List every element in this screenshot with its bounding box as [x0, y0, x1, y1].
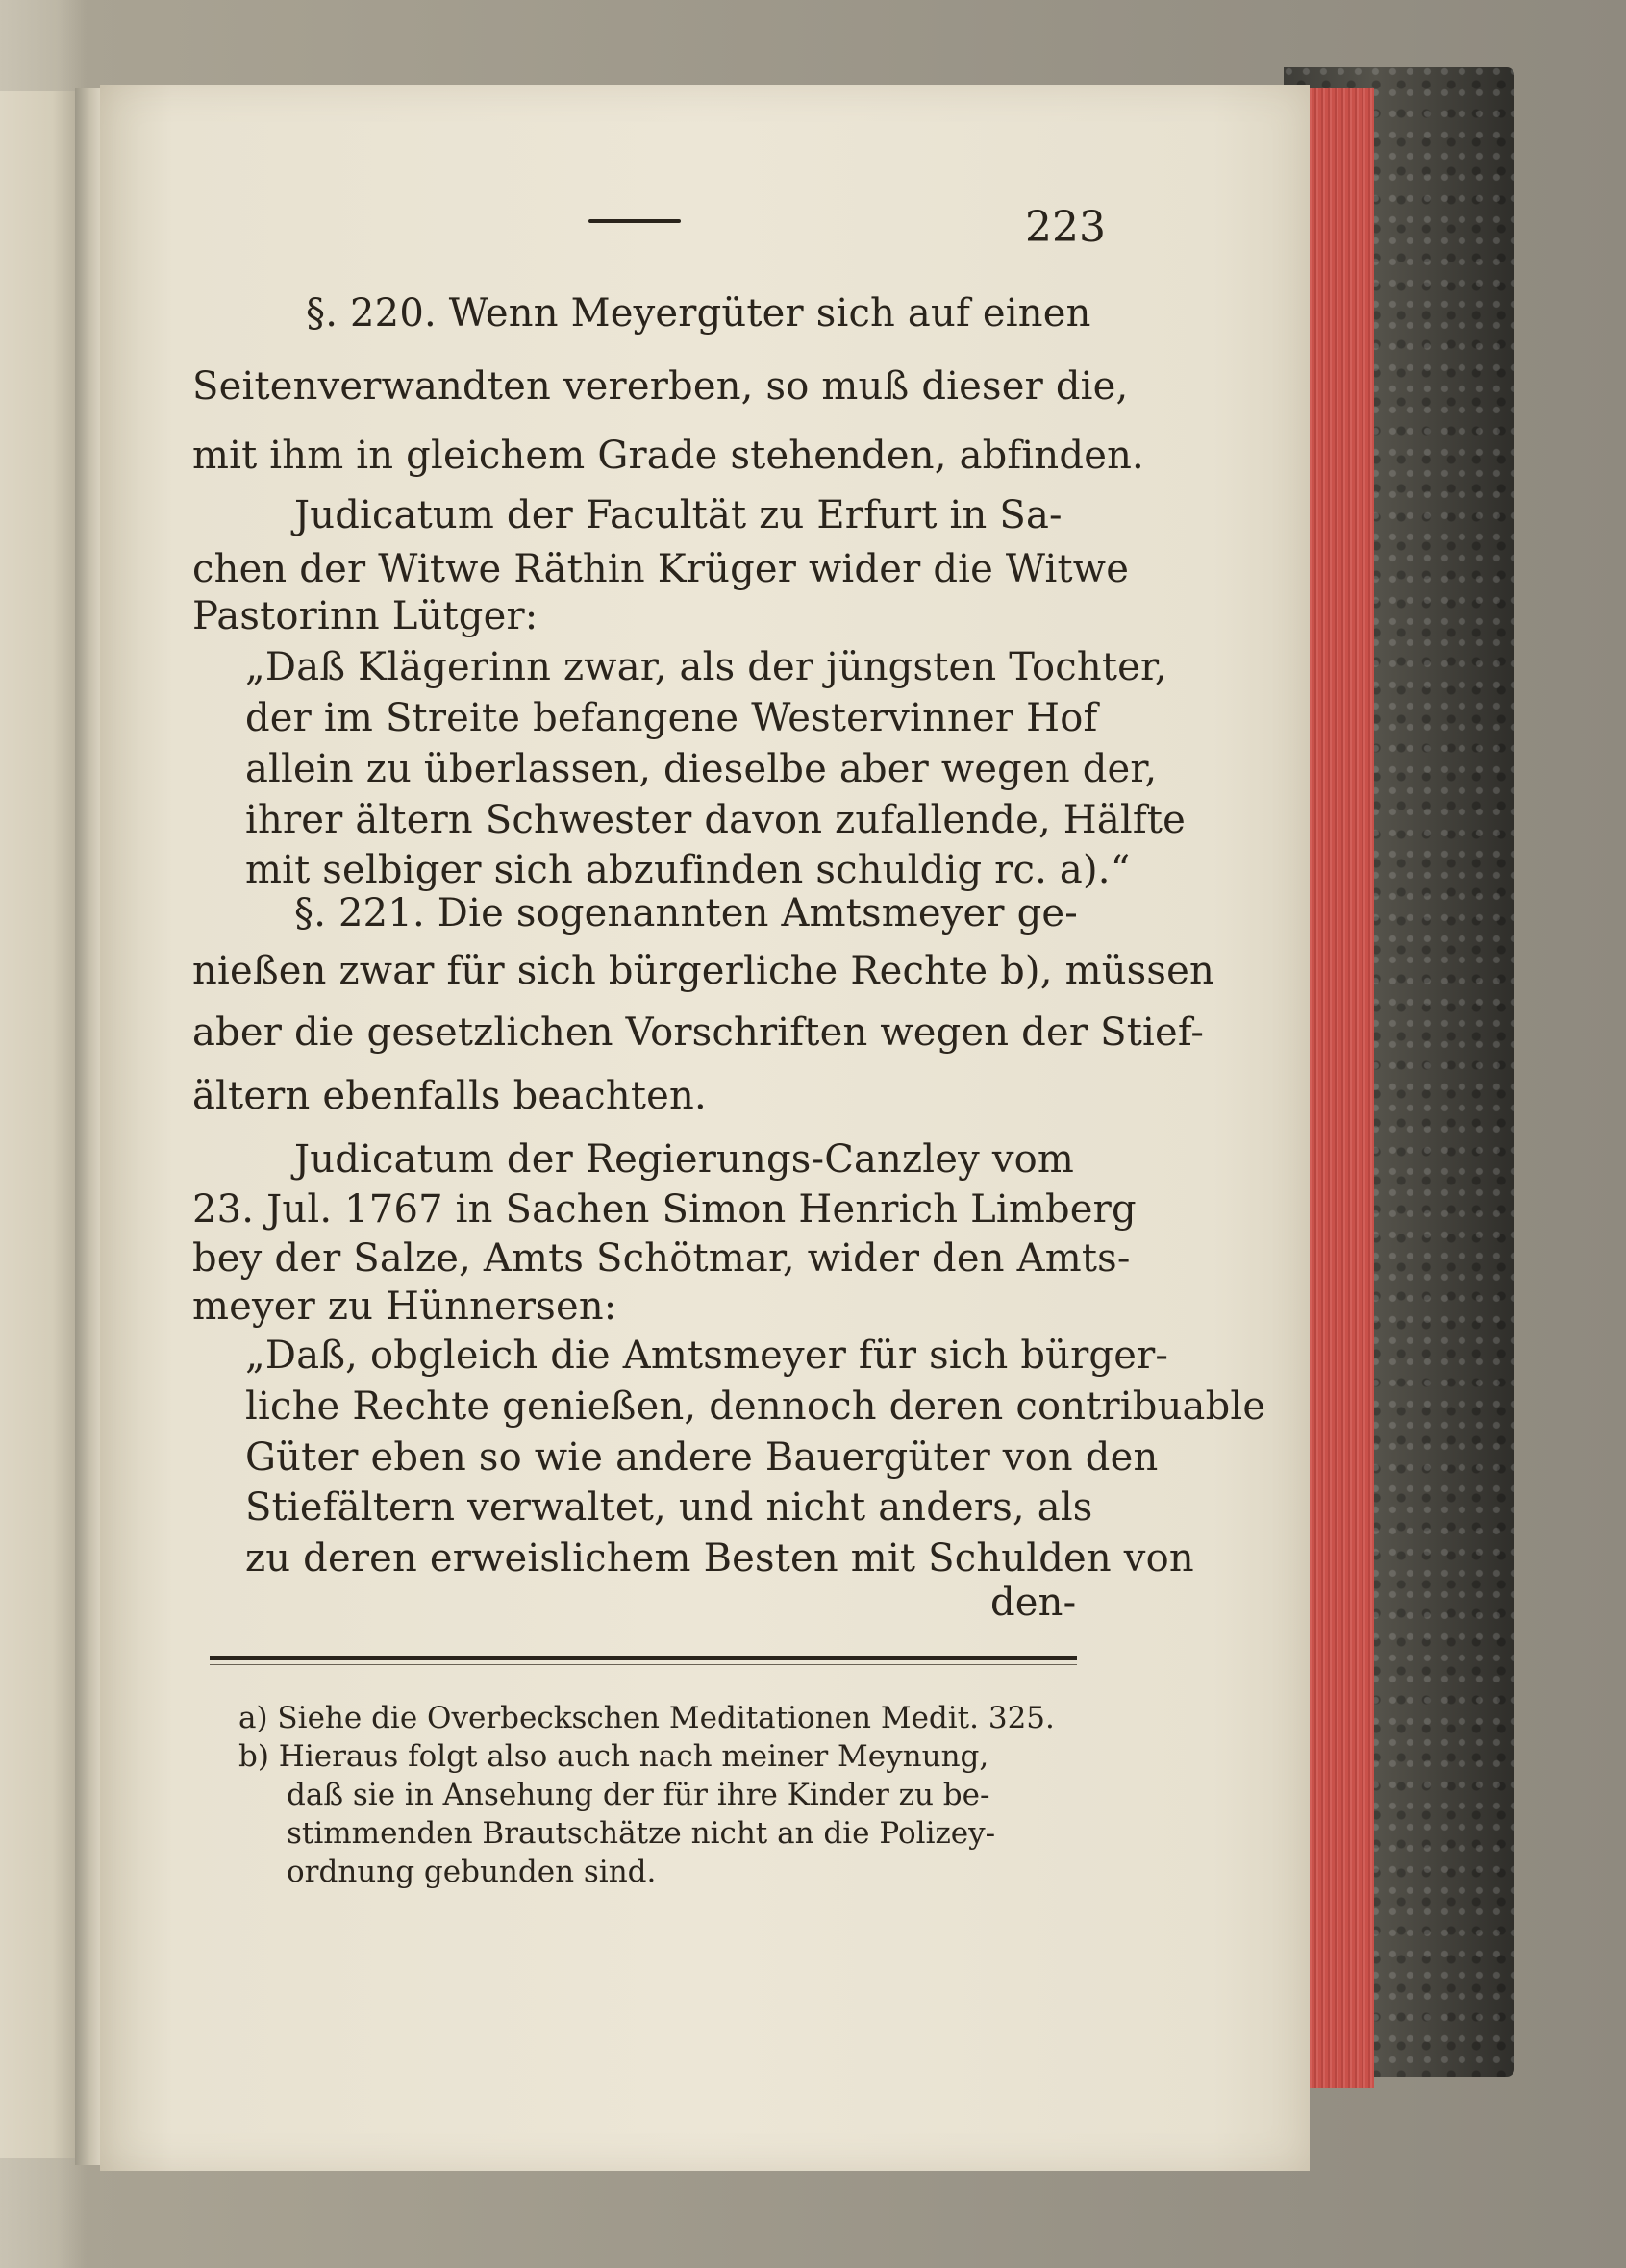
body-line: §. 221. Die sogenannten Amtsmeyer ge- — [294, 891, 1079, 935]
quote-line: allein zu überlassen, dieselbe aber wegen der, — [245, 747, 1158, 791]
page-number: 223 — [1025, 203, 1106, 252]
quote-line: „Daß Klägerinn zwar, als der jüngsten Tochter, — [245, 645, 1167, 689]
body-line: §. 220. Wenn Meyergüter sich auf einen — [306, 291, 1091, 336]
footnote-line: daß sie in Ansehung der für ihre Kinder zu be- — [287, 1778, 990, 1812]
footnote-line: stimmenden Brautschätze nicht an die Polizey- — [287, 1816, 996, 1851]
body-line: bey der Salze, Amts Schötmar, wider den Amts- — [192, 1236, 1131, 1281]
body-line: Seitenverwandten vererben, so muß dieser die, — [192, 364, 1129, 409]
body-line: ältern ebenfalls beachten. — [192, 1074, 707, 1118]
footnote-line: a) Siehe die Overbeckschen Meditationen Medit. 325. — [238, 1701, 1055, 1735]
quote-line: ihrer ältern Schwester davon zufallende, Hälfte — [245, 798, 1187, 842]
footnote-line: ordnung gebunden sind. — [287, 1855, 657, 1889]
quote-line: „Daß, obgleich die Amtsmeyer für sich bürger- — [245, 1333, 1169, 1378]
quote-line: Stiefältern verwaltet, und nicht anders, als — [245, 1485, 1093, 1530]
footnote-rule — [210, 1656, 1077, 1660]
catchword: den- — [990, 1581, 1077, 1625]
body-line: Judicatum der Facultät zu Erfurt in Sa- — [294, 493, 1063, 537]
quote-line: liche Rechte genießen, dennoch deren contribuable — [245, 1384, 1266, 1429]
body-line: nießen zwar für sich bürgerliche Rechte b), müssen — [192, 949, 1214, 993]
quote-line: Güter eben so wie andere Bauergüter von den — [245, 1435, 1159, 1480]
body-line: 23. Jul. 1767 in Sachen Simon Henrich Limberg — [192, 1187, 1137, 1232]
body-line: meyer zu Hünnersen: — [192, 1284, 617, 1329]
quote-line: mit selbiger sich abzufinden schuldig rc. a).“ — [245, 848, 1131, 892]
body-line: aber die gesetzlichen Vorschriften wegen der Stief- — [192, 1010, 1205, 1055]
quote-line: der im Streite befangene Westervinner Hof — [245, 696, 1098, 740]
footnote-line: b) Hieraus folgt also auch nach meiner Meynung, — [238, 1739, 989, 1774]
body-line: Judicatum der Regierungs-Canzley vom — [294, 1137, 1075, 1182]
quote-line: zu deren erweislichem Besten mit Schulden von — [245, 1536, 1194, 1581]
body-line: Pastorinn Lütger: — [192, 594, 538, 638]
footnote-rule-thin — [210, 1664, 1077, 1665]
body-line: chen der Witwe Räthin Krüger wider die Witwe — [192, 547, 1130, 591]
body-line: mit ihm in gleichem Grade stehenden, abfinden. — [192, 434, 1144, 478]
header-rule — [588, 219, 681, 223]
